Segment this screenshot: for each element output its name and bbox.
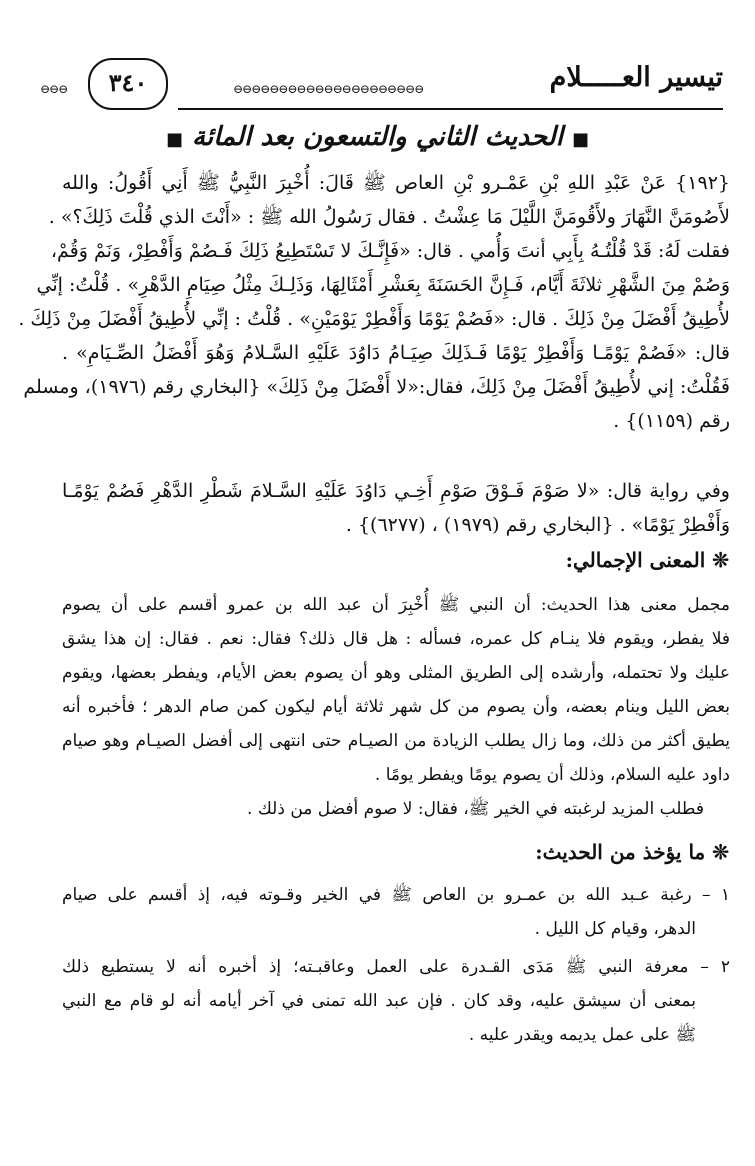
lesson-line: بمعنى أن سيشق عليه، وقد كان . فإن عبد الله تمنى في آخر أيامه أنه لو قام مع النبي [62, 991, 696, 1011]
meaning-line: فلا يفطر، ويقوم فلا ينـام كل عمره، فسأله : هل قال ذلك؟ فقال: نعم . فقال: إن هذا يشق [62, 629, 730, 649]
general-meaning-text [62, 588, 730, 826]
square-marker-icon: ■ [572, 129, 590, 150]
hadith-line: لأُطِيقُ أَفْضَلَ مِنْ ذَلِكَ . قال: «فَصُمْ يَوْمًا وَأَفْطِرْ يَوْمَيْنِ» . قُلْتُ : إنِّي لأُطِيقُ أَفْضَلَ مِنْ ذَلِكَ . [18, 308, 730, 330]
hadith-line: رقم (١١٥٩)} . [613, 410, 730, 432]
meaning-line: مجمل معنى هذا الحديث: أن النبي ﷺ أُخْبِرَ أن عبد الله بن عمرو أقسم على أن يصوم [62, 595, 730, 615]
lesson-line: ﷺ على عمل يديمه ويقدر عليه . [468, 1025, 696, 1045]
hadith-line: قال: «فَصُمْ يَوْمًـا وَأَفْطِرْ يَوْمًا فَـذَلِكَ صِيَـامُ دَاوُدَ عَلَيْهِ السَّـلامُ وَهُوَ أَفْضَلُ الصِّـيَامِ» . [62, 342, 730, 364]
hadith-line: فقلت لَهُ: قَدْ قُلْتُـهُ بِأَبِي أنتَ وَأُمي . قال: «فَإِنَّـكَ لا تَسْتَطِيعُ ذَلِكَ فَـصُمْ وَأَفْطِرْ، وَنَمْ وَقُمْ، [50, 240, 730, 262]
meaning-line: داود عليه السلام، وذلك أن يصوم يومًا ويفطر يومًا . [374, 765, 730, 785]
variant-narration [62, 474, 730, 542]
header-ornament-left: ⊖⊖⊖ [40, 82, 68, 96]
lessons-title: ما يؤخذ من الحديث: [535, 840, 706, 864]
flower-marker-icon: ❊ [712, 548, 729, 572]
lesson-item [62, 878, 730, 946]
meaning-line: فطلب المزيد لرغبته في الخير ﷺ، فقال: لا صوم أفضل من ذلك . [247, 799, 704, 819]
hadith-line: لأَصُومَنَّ النَّهَارَ ولأَقُومَنَّ اللَّيْلَ مَا عِشْتُ . فقال رَسُولُ الله ﷺ : «أَنْتَ الذي قُلْتَ ذَلِكَ؟» . [48, 206, 730, 228]
lesson-text: رغبة عـبد الله بن عمـرو بن العاص ﷺ في الخير وقـوته فيه، إذ أقسم على صيام [62, 885, 692, 905]
page-header [28, 58, 723, 120]
meaning-line: عليك ولا تحتمله، وأرشده إلى الطريق المثلى وهو أن يصوم بعض الأيام، ويفطر بعضها، ويقوم [62, 663, 730, 683]
flower-marker-icon: ❊ [712, 840, 729, 864]
lesson-number: ٢ – [700, 957, 731, 977]
section-title-text: الحديث الثاني والتسعون بعد المائة [192, 122, 563, 152]
variant-line: وفي رواية قال: «لا صَوْمَ فَـوْقَ صَوْمِ أَخِـي دَاوُدَ عَلَيْهِ السَّـلامَ شَطْرِ الدَّهْرِ فَصُمْ يَوْمًـا [62, 480, 730, 502]
page-number: ٣٤٠ [88, 58, 168, 110]
lesson-text: معرفة النبي ﷺ مَدَى القـدرة على العمل وعاقبـته؛ إذ أخبره أنه لا يستطيع ذلك [62, 957, 689, 977]
lesson-item [62, 950, 730, 1052]
general-meaning-title: المعنى الإجمالي: [565, 548, 706, 572]
lesson-line [62, 950, 730, 984]
lesson-line [62, 878, 730, 912]
hadith-line: وَصُمْ مِنَ الشَّهْرِ ثلاثَةَ أَيَّام، فَـإِنَّ الحَسَنَةَ بِعَشْرِ أَمْثَالِهَا، وَذَلِـكَ مِثْلُ صِيَامِ الدَّهْرِ» . قُلْتُ: إنِّي [36, 274, 730, 296]
lessons-heading [535, 840, 729, 864]
hadith-line: فَقُلْتُ: إني لأُطِيقُ أَفْضَلَ مِنْ ذَلِكَ، فقال:«لا أَفْضَلَ مِنْ ذَلِكَ» {البخاري رقم (١٩٧٦)، ومسلم [23, 376, 730, 398]
square-marker-icon: ■ [165, 129, 183, 150]
meaning-line: بعض الليل وينام بعضه، وأن يصوم من كل شهر ثلاثة أيام ليكون كمن صام الدهر ؛ فأخبره أنه [62, 697, 730, 717]
general-meaning-heading [566, 548, 729, 572]
lesson-number: ١ – [701, 885, 730, 905]
variant-line: وَأَفْطِرْ يَوْمًا» . {البخاري رقم (١٩٧٩) ، (٦٢٧٧)} . [345, 514, 730, 536]
lesson-line: الدهر، وقيام كل الليل . [534, 919, 696, 939]
hadith-line: {١٩٢} عَنْ عَبْدِ اللهِ بْنِ عَمْـرو بْنِ العاص ﷺ قَالَ: أُخْبِرَ النَّبِيُّ ﷺ أَنِي أَقُولُ: والله [62, 172, 730, 194]
header-ornament-right: ⊖⊖⊖⊖⊖⊖⊖⊖⊖⊖⊖⊖⊖⊖⊖⊖⊖⊖⊖⊖⊖ [233, 82, 424, 96]
hadith-text [18, 166, 730, 438]
book-title: تيسير العـــــلام [549, 62, 723, 93]
section-title [0, 122, 755, 152]
header-rule [178, 108, 723, 110]
meaning-line: يطيق أكثر من ذلك، وما زال يطلب الزيادة من الصيـام حتى انتهى إلى أفضل الصيـام وهو صيام [62, 731, 730, 751]
